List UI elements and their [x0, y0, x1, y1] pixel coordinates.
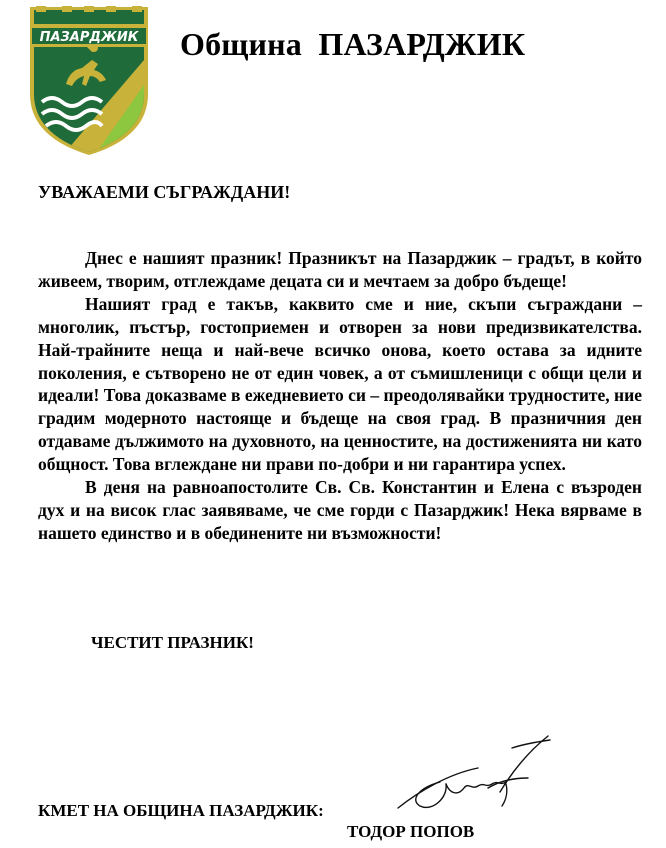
page-title: Община ПАЗАРДЖИК [180, 26, 526, 62]
paragraph: Нашият град е такъв, каквито сме и ние, скъпи съграждани – многолик, пъстър, гостоприемен и отворен за нови предизвикателства. Най-трайните неща и най-вече всичко онова, което остава за идните поколения, е сътворено не от един човек, а от съмишленици с общи цели и идеали! Това доказваме в ежедневието си – преодолявайки трудностите, ние градим модерното настояще и бъдеще на своя град. В празничния ден отдаваме дължимото на духовното, на ценностите, на достиженията ни като общност. Това вглеждане ни прави по-добри и ни гарантира успех. [38, 293, 642, 475]
handwritten-signature [388, 722, 558, 818]
mayor-name: ТОДОР ПОПОВ [347, 822, 475, 841]
letter-body [38, 247, 642, 545]
paragraph: В деня на равноапостолите Св. Св. Константин и Елена с възроден дух и на висок глас заявяваме, че сме горди с Пазарджик! Нека вярваме в нашето единство и в обединените ни възможности! [38, 477, 642, 543]
municipality-crest-logo [22, 6, 156, 156]
mayor-title: КМЕТ НА ОБЩИНА ПАЗАРДЖИК: [38, 801, 324, 820]
letter-greeting: УВАЖАЕМИ СЪГРАЖДАНИ! [38, 182, 291, 202]
svg-text:ПАЗАРДЖИК: ПАЗАРДЖИК [39, 30, 139, 45]
closing-greeting: ЧЕСТИТ ПРАЗНИК! [91, 633, 254, 652]
paragraph: Днес е нашият празник! Празникът на Пазарджик – градът, в който живеем, творим, отглеждаме децата си и мечтаем за добро бъдеще! [38, 248, 642, 291]
